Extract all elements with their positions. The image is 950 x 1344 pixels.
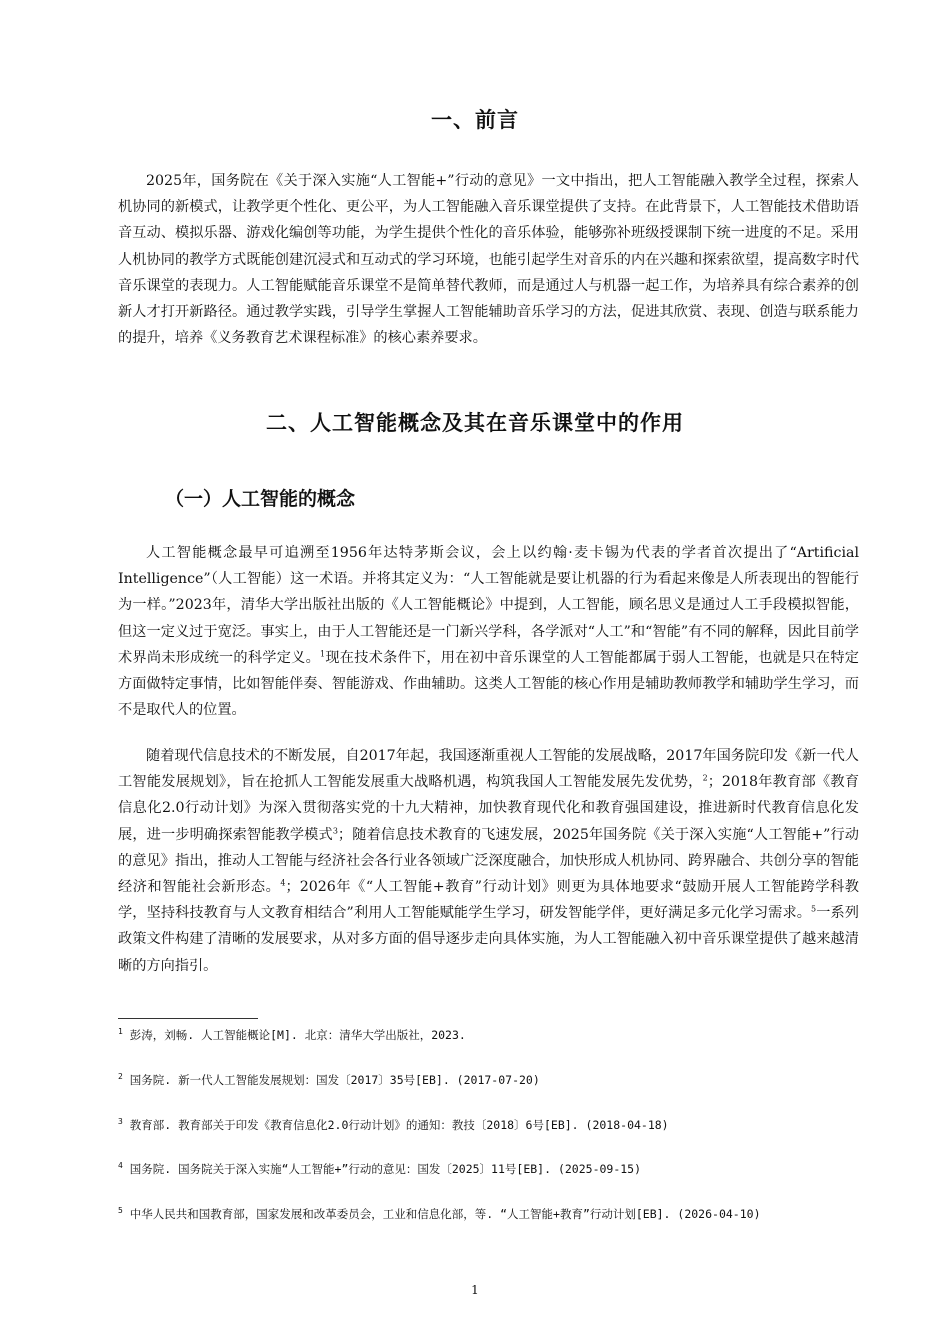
- footnote-ref-3: 3: [332, 825, 338, 835]
- paragraph-text: ；随着信息技术教育的飞速发展，2025年国务院《关于深入实施“人工智能+”行动的意见》指出，推动人工智能与经济社会各行业各领域广泛深度融合，加快形成人机协同、跨界融合、共创分享的智能经济和智能社会新形态。: [118, 826, 859, 896]
- footnote-separator: [118, 1018, 258, 1019]
- footnote-text: 国务院. 新一代人工智能发展规划：国发〔2017〕35号[EB]. (2017-07-20): [122, 1073, 540, 1087]
- footnote-3: [118, 1116, 859, 1134]
- footnote-number: 2: [118, 1072, 123, 1082]
- footnote-ref-1: 1: [320, 649, 326, 659]
- footnote-number: 3: [118, 1117, 123, 1127]
- footnote-1: [118, 1026, 859, 1044]
- footnote-ref-4: 4: [280, 878, 286, 888]
- footnote-number: 5: [118, 1206, 123, 1216]
- footnote-4: [118, 1160, 859, 1178]
- paragraph-text: ；2026年《“人工智能+教育”行动计划》则更为具体地要求“鼓励开展人工智能跨学科教学，坚持科技教育与人文教育相结合”利用人工智能赋能学生学习，研发智能学伴，更好满足多元化学习需求。: [118, 879, 859, 922]
- heading-ai-role: 二、人工智能概念及其在音乐课堂中的作用: [266, 411, 684, 435]
- footnote-text: 国务院. 国务院关于深入实施“人工智能+”行动的意见：国发〔2025〕11号[EB]. (2025-09-15): [122, 1162, 642, 1176]
- footnote-text: 彭涛，刘畅. 人工智能概论[M]. 北京：清华大学出版社，2023.: [122, 1028, 466, 1042]
- paragraph-ai-concept: [118, 540, 859, 723]
- paragraph-text: 随着现代信息技术的不断发展，自2017年起，我国逐渐重视人工智能的发展战略，2017年国务院印发《新一代人工智能发展规划》，旨在抢抓人工智能发展重大战略机遇，构筑我国人工智能发展先发优势，: [118, 748, 859, 791]
- footnote-number: 1: [118, 1027, 123, 1037]
- paragraph-text: ；2018年教育部《教育信息化2.0行动计划》为深入贯彻落实党的十九大精神，加快教育现代化和教育强国建设，推进新时代教育信息化发展，进一步明确探索智能教学模式: [118, 774, 860, 843]
- footnote-text: 中华人民共和国教育部，国家发展和改革委员会，工业和信息化部，等. “人工智能+教育”行动计划[EB]. (2026-04-10): [122, 1207, 761, 1221]
- paragraph-text: 一系列政策文件构建了清晰的发展要求，从对多方面的倡导逐步走向具体实施，为人工智能融入初中音乐课堂提供了越来越清晰的方向指引。: [118, 905, 859, 974]
- footnote-ref-2: 2: [702, 773, 708, 783]
- footnote-ref-5: 5: [811, 904, 817, 914]
- paragraph-policy: [118, 743, 859, 979]
- paragraph-text: 人工智能概念最早可追溯至1956年达特茅斯会议，会上以约翰·麦卡锡为代表的学者首次提出了“Artificial Intelligence”（人工智能）这一术语。并将其定义为：“人工智能就是要让机器的行为看起来像是人所表现出的智能行为一样。”2023年，清华大学出版社出版的《人工智能概论》中提到，人工智能，顾名思义是通过人工手段模拟智能，但这一定义过于宽泛。事实上，由于人工智能还是一门新兴学科，各学派对“人工”和“智能”有不同的解释，因此目前学术界尚未形成统一的科学定义。: [118, 545, 859, 666]
- heading-preface: 一、前言: [431, 108, 519, 132]
- footnote-text: 教育部. 教育部关于印发《教育信息化2.0行动计划》的通知：教技〔2018〕6号[EB]. (2018-04-18): [122, 1118, 669, 1132]
- subheading-ai-concept: （一）人工智能的概念: [165, 488, 356, 510]
- paragraph-preface: 2025年，国务院在《关于深入实施“人工智能+”行动的意见》一文中指出，把人工智能融入教学全过程，探索人机协同的新模式，让教学更个性化、更公平，为人工智能融入音乐课堂提供了支持。在此背景下，人工智能技术借助语音互动、模拟乐器、游戏化编创等功能，为学生提供个性化的音乐体验，能够弥补班级授课制下统一进度的不足。采用人机协同的教学方式既能创建沉浸式和互动式的学习环境，也能引起学生对音乐的内在兴趣和探索欲望，提高数字时代音乐课堂的表现力。人工智能赋能音乐课堂不是简单替代教师，而是通过人与机器一起工作，为培养具有综合素养的创新人才打开新路径。通过教学实践，引导学生掌握人工智能辅助音乐学习的方法，促进其欣赏、表现、创造与联系能力的提升，培养《义务教育艺术课程标准》的核心素养要求。: [118, 173, 859, 347]
- footnote-2: [118, 1071, 859, 1089]
- footnote-5: [118, 1205, 859, 1223]
- footnote-number: 4: [118, 1161, 123, 1171]
- paragraph-text: 现在技术条件下，用在初中音乐课堂的人工智能都属于弱人工智能，也就是只在特定方面做特定事情，比如智能伴奏、智能游戏、作曲辅助。这类人工智能的核心作用是辅助教师教学和辅助学生学习，而不是取代人的位置。: [118, 649, 859, 719]
- page-number: 1: [471, 1283, 479, 1297]
